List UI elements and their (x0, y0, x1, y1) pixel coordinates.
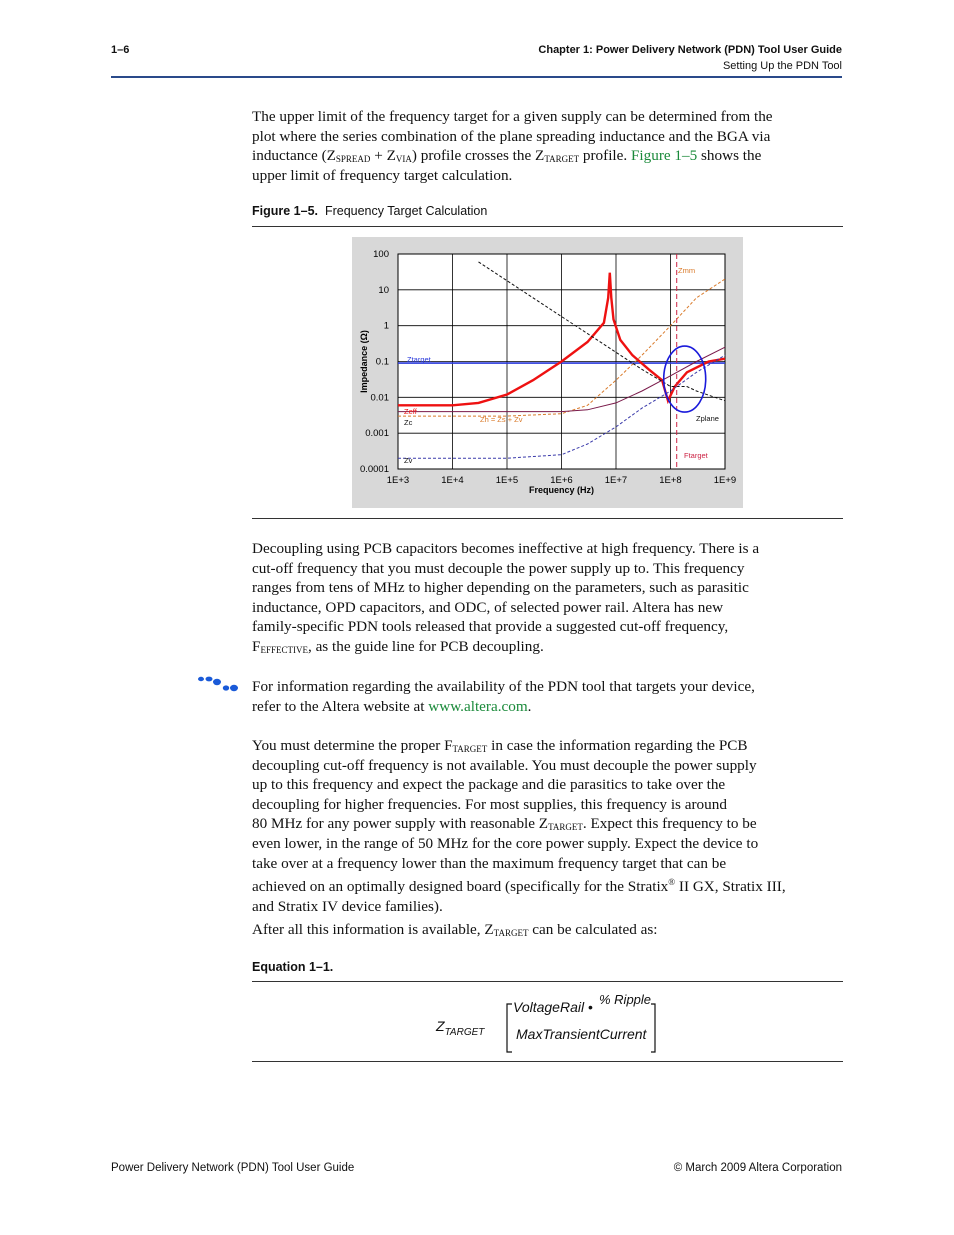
figure-top-rule (252, 226, 843, 227)
text-line: $F_{EFFECTIVE}$, as the guide line for PCB decoupling. (252, 637, 544, 655)
equation-top-rule (252, 981, 843, 982)
text-line: up to this frequency and expect the package and die parasitics to take over the (252, 776, 726, 794)
text-line: and Stratix IV device families). (252, 897, 443, 915)
text-line: For information regarding the availability of the PDN tool that targets your device, (252, 678, 755, 695)
x-tick-label: 1E+9 (713, 475, 737, 486)
figure-caption: Figure 1–5. Frequency Target Calculation (252, 204, 488, 218)
chart-annotation: Zc (404, 418, 413, 427)
y-tick-label: 0.01 (370, 392, 389, 404)
calc-paragraph: After all this information is available, $Z_{TARGET}$ can be calculated as: (252, 921, 658, 938)
chart-annotation: Ztarget (407, 355, 431, 364)
text-line: achieved on an optimally designed board (specifically for the Stratix® II GX, Stratix III, (252, 877, 786, 896)
equation-numerator: VoltageRail • (513, 999, 593, 1015)
chart-annotation: Zplane (696, 414, 719, 423)
text-line: even lower, in the range of 50 MHz for the core power supply. Expect the device to (252, 834, 759, 852)
x-tick-label: 1E+3 (386, 475, 410, 486)
text-line: ranges from tens of MHz to higher depending on the parameters, such as parasitic (252, 579, 749, 597)
equation-lhs: $Z_{TARGET}$ (436, 1018, 485, 1038)
figure-link[interactable]: Figure 1–5 (630, 147, 698, 165)
x-tick-label: 1E+5 (495, 475, 519, 486)
x-tick-label: 1E+4 (441, 475, 464, 486)
chart-annotation: Zv (404, 456, 413, 465)
equation-bottom-rule (252, 1061, 843, 1062)
x-axis-label: Frequency (Hz) (528, 485, 595, 495)
altera-website-link[interactable]: www.altera.com (428, 697, 528, 715)
equation-caption: Equation 1–1. (252, 960, 334, 974)
text-line: decoupling for higher frequencies. For most supplies, this frequency is around (252, 795, 727, 813)
x-tick-label: 1E+7 (604, 475, 628, 486)
y-tick-label: 10 (378, 284, 389, 296)
chart-annotation: Zh = Zs + Zv (480, 415, 523, 424)
frequency-target-chart (352, 237, 743, 508)
chart-annotation: Ftarget (684, 451, 708, 460)
note-paragraph (252, 677, 844, 716)
figure-bottom-rule (252, 518, 843, 519)
chart-annotation: Zmm (678, 266, 696, 275)
x-tick-label: 1E+8 (659, 475, 682, 486)
x-tick-label: 1E+6 (550, 475, 573, 486)
footer-copyright: © March 2009 Altera Corporation (673, 1162, 842, 1174)
text-line: upper limit of frequency target calculation. (252, 166, 513, 184)
page-number: 1–6 (111, 44, 130, 56)
chart-svg (352, 237, 743, 508)
y-tick-label: 0.001 (365, 428, 389, 440)
text-line: You must determine the proper $F_{TARGET}$ in case the information regarding the PCB (252, 737, 748, 754)
chart-annotation: Zeff (404, 407, 417, 416)
section-title: Setting Up the PDN Tool (722, 60, 842, 72)
chapter-title: Chapter 1: Power Delivery Network (PDN) Tool User Guide (538, 44, 842, 56)
text-line: plot where the series combination of the plane spreading inductance and the BGA via (252, 127, 771, 145)
footprint-note-icon (197, 676, 239, 696)
y-tick-label: 0.1 (375, 356, 389, 368)
decoupling-paragraph (252, 539, 844, 657)
y-tick-label: 1 (383, 320, 389, 332)
equation-ripple: % Ripple (599, 992, 652, 1007)
text-line: inductance, OPD capacitors, and ODC, of selected power rail. Altera has new (252, 598, 724, 616)
text-line: Decoupling using PCB capacitors becomes ineffective at high frequency. There is a (252, 540, 760, 557)
footer-title: Power Delivery Network (PDN) Tool User Guide (111, 1162, 355, 1174)
text-line: 80 MHz for any power supply with reasonable $Z_{TARGET}$. Expect this frequency to be (252, 815, 757, 833)
y-tick-label: 0.0001 (359, 464, 389, 475)
text-line: refer to the Altera website at www.altera.com. (252, 697, 532, 715)
text-line: decoupling cut-off frequency is not available. You must decouple the power supply (252, 756, 757, 774)
y-tick-label: 100 (373, 249, 389, 260)
ftarget-paragraph (252, 736, 844, 916)
text-line: cut-off frequency that you must decouple the power supply up to. This frequency (252, 559, 745, 577)
text-line: take over at a frequency lower than the maximum frequency target that can be (252, 854, 727, 872)
equation-denominator: MaxTransientCurrent (516, 1026, 647, 1042)
y-axis-label: Impedance (Ω) (359, 330, 369, 393)
header-rule (111, 76, 842, 78)
intro-paragraph (252, 107, 844, 185)
text-line: family-specific PDN tools released that provide a suggested cut-off frequency, (252, 618, 729, 636)
text-line: The upper limit of the frequency target for a given supply can be determined from the (252, 108, 773, 125)
text-line: inductance $(Z_{SPREAD} + Z_{VIA})$ profile crosses the $Z_{TARGET}$ profile. Figure 1–5 shows the (252, 147, 762, 165)
